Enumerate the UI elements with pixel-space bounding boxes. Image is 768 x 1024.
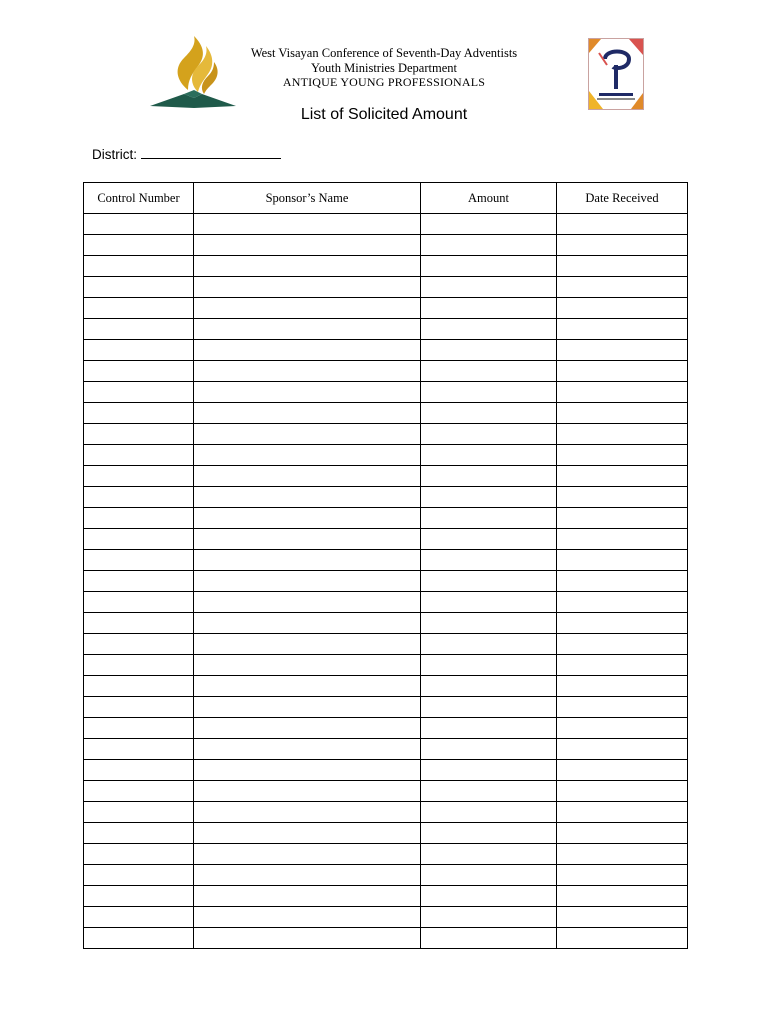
cell-control-number[interactable] xyxy=(84,487,194,508)
table-row xyxy=(84,865,688,886)
cell-date-received[interactable] xyxy=(557,844,688,865)
cell-sponsor-name[interactable] xyxy=(194,907,421,928)
table-row xyxy=(84,277,688,298)
table-row xyxy=(84,781,688,802)
table-row xyxy=(84,844,688,865)
cell-control-number[interactable] xyxy=(84,424,194,445)
cell-sponsor-name[interactable] xyxy=(194,298,421,319)
cell-date-received[interactable] xyxy=(557,424,688,445)
cell-sponsor-name[interactable] xyxy=(194,802,421,823)
cell-control-number[interactable] xyxy=(84,802,194,823)
table-row xyxy=(84,256,688,277)
table-row xyxy=(84,802,688,823)
cell-amount[interactable] xyxy=(421,655,557,676)
cell-date-received[interactable] xyxy=(557,676,688,697)
cell-date-received[interactable] xyxy=(557,361,688,382)
cell-control-number[interactable] xyxy=(84,781,194,802)
cell-sponsor-name[interactable] xyxy=(194,781,421,802)
cell-amount[interactable] xyxy=(421,634,557,655)
cell-control-number[interactable] xyxy=(84,760,194,781)
cell-date-received[interactable] xyxy=(557,277,688,298)
cell-amount[interactable] xyxy=(421,277,557,298)
header-line-organization: ANTIQUE YOUNG PROFESSIONALS xyxy=(282,75,486,89)
cell-sponsor-name[interactable] xyxy=(194,403,421,424)
ayp-logo-icon xyxy=(588,38,644,110)
table-row xyxy=(84,445,688,466)
cell-control-number[interactable] xyxy=(84,466,194,487)
cell-sponsor-name[interactable] xyxy=(194,235,421,256)
cell-control-number[interactable] xyxy=(84,823,194,844)
table-row xyxy=(84,361,688,382)
cell-sponsor-name[interactable] xyxy=(194,865,421,886)
cell-control-number[interactable] xyxy=(84,529,194,550)
table-row xyxy=(84,487,688,508)
cell-sponsor-name[interactable] xyxy=(194,697,421,718)
cell-amount[interactable] xyxy=(421,865,557,886)
table-row xyxy=(84,886,688,907)
table-row xyxy=(84,466,688,487)
cell-date-received[interactable] xyxy=(557,508,688,529)
cell-date-received[interactable] xyxy=(557,634,688,655)
solicited-amount-table xyxy=(83,182,688,949)
table-row xyxy=(84,928,688,949)
district-label: District: xyxy=(92,147,137,162)
cell-control-number[interactable] xyxy=(84,907,194,928)
page-title: List of Solicited Amount xyxy=(300,106,468,123)
table-row xyxy=(84,592,688,613)
cell-control-number[interactable] xyxy=(84,235,194,256)
cell-sponsor-name[interactable] xyxy=(194,319,421,340)
cell-amount[interactable] xyxy=(421,550,557,571)
table-row xyxy=(84,634,688,655)
cell-sponsor-name[interactable] xyxy=(194,508,421,529)
cell-control-number[interactable] xyxy=(84,739,194,760)
cell-amount[interactable] xyxy=(421,298,557,319)
table-header-row xyxy=(84,183,688,214)
cell-amount[interactable] xyxy=(421,508,557,529)
cell-control-number[interactable] xyxy=(84,718,194,739)
cell-sponsor-name[interactable] xyxy=(194,613,421,634)
cell-amount[interactable] xyxy=(421,613,557,634)
cell-date-received[interactable] xyxy=(557,781,688,802)
district-blank-line[interactable] xyxy=(141,146,281,159)
cell-date-received[interactable] xyxy=(557,739,688,760)
cell-sponsor-name[interactable] xyxy=(194,844,421,865)
cell-date-received[interactable] xyxy=(557,235,688,256)
cell-amount[interactable] xyxy=(421,844,557,865)
table-row xyxy=(84,403,688,424)
cell-amount[interactable] xyxy=(421,823,557,844)
cell-date-received[interactable] xyxy=(557,865,688,886)
cell-sponsor-name[interactable] xyxy=(194,424,421,445)
cell-sponsor-name[interactable] xyxy=(194,676,421,697)
cell-amount[interactable] xyxy=(421,676,557,697)
cell-amount[interactable] xyxy=(421,802,557,823)
cell-date-received[interactable] xyxy=(557,340,688,361)
table-row xyxy=(84,697,688,718)
cell-sponsor-name[interactable] xyxy=(194,340,421,361)
cell-amount[interactable] xyxy=(421,403,557,424)
cell-amount[interactable] xyxy=(421,466,557,487)
cell-date-received[interactable] xyxy=(557,718,688,739)
table-row xyxy=(84,340,688,361)
cell-sponsor-name[interactable] xyxy=(194,739,421,760)
cell-control-number[interactable] xyxy=(84,403,194,424)
cell-amount[interactable] xyxy=(421,592,557,613)
table-row xyxy=(84,298,688,319)
cell-amount[interactable] xyxy=(421,319,557,340)
table-row xyxy=(84,823,688,844)
cell-date-received[interactable] xyxy=(557,403,688,424)
cell-control-number[interactable] xyxy=(84,613,194,634)
cell-sponsor-name[interactable] xyxy=(194,466,421,487)
cell-control-number[interactable] xyxy=(84,508,194,529)
cell-date-received[interactable] xyxy=(557,592,688,613)
table-row xyxy=(84,235,688,256)
cell-control-number[interactable] xyxy=(84,445,194,466)
cell-date-received[interactable] xyxy=(557,697,688,718)
cell-control-number[interactable] xyxy=(84,256,194,277)
cell-control-number[interactable] xyxy=(84,298,194,319)
cell-amount[interactable] xyxy=(421,907,557,928)
table-row xyxy=(84,550,688,571)
cell-date-received[interactable] xyxy=(557,298,688,319)
table-row xyxy=(84,424,688,445)
cell-amount[interactable] xyxy=(421,886,557,907)
table-row xyxy=(84,382,688,403)
cell-date-received[interactable] xyxy=(557,550,688,571)
table-row xyxy=(84,571,688,592)
sda-logo-icon xyxy=(148,34,238,110)
table-row xyxy=(84,676,688,697)
cell-sponsor-name[interactable] xyxy=(194,529,421,550)
cell-amount[interactable] xyxy=(421,928,557,949)
cell-amount[interactable] xyxy=(421,529,557,550)
table-row xyxy=(84,907,688,928)
cell-date-received[interactable] xyxy=(557,655,688,676)
column-header-sponsor-name: Sponsor’s Name xyxy=(194,183,421,214)
cell-date-received[interactable] xyxy=(557,382,688,403)
cell-date-received[interactable] xyxy=(557,907,688,928)
header-line-department: Youth Ministries Department xyxy=(311,60,457,75)
cell-date-received[interactable] xyxy=(557,823,688,844)
cell-control-number[interactable] xyxy=(84,844,194,865)
cell-amount[interactable] xyxy=(421,382,557,403)
cell-control-number[interactable] xyxy=(84,277,194,298)
table-body xyxy=(84,214,688,949)
cell-date-received[interactable] xyxy=(557,886,688,907)
cell-control-number[interactable] xyxy=(84,214,194,235)
cell-sponsor-name[interactable] xyxy=(194,487,421,508)
cell-date-received[interactable] xyxy=(557,802,688,823)
cell-control-number[interactable] xyxy=(84,340,194,361)
cell-sponsor-name[interactable] xyxy=(194,382,421,403)
cell-sponsor-name[interactable] xyxy=(194,655,421,676)
column-header-date-received: Date Received xyxy=(557,183,688,214)
cell-date-received[interactable] xyxy=(557,760,688,781)
cell-sponsor-name[interactable] xyxy=(194,445,421,466)
cell-sponsor-name[interactable] xyxy=(194,886,421,907)
cell-amount[interactable] xyxy=(421,256,557,277)
district-field[interactable] xyxy=(92,146,281,162)
cell-sponsor-name[interactable] xyxy=(194,928,421,949)
cell-amount[interactable] xyxy=(421,340,557,361)
cell-sponsor-name[interactable] xyxy=(194,823,421,844)
table-row xyxy=(84,319,688,340)
cell-control-number[interactable] xyxy=(84,886,194,907)
cell-date-received[interactable] xyxy=(557,928,688,949)
cell-sponsor-name[interactable] xyxy=(194,634,421,655)
cell-date-received[interactable] xyxy=(557,529,688,550)
table-row xyxy=(84,613,688,634)
cell-control-number[interactable] xyxy=(84,634,194,655)
cell-control-number[interactable] xyxy=(84,676,194,697)
cell-amount[interactable] xyxy=(421,424,557,445)
cell-sponsor-name[interactable] xyxy=(194,256,421,277)
cell-date-received[interactable] xyxy=(557,613,688,634)
cell-sponsor-name[interactable] xyxy=(194,718,421,739)
cell-amount[interactable] xyxy=(421,697,557,718)
cell-control-number[interactable] xyxy=(84,697,194,718)
cell-control-number[interactable] xyxy=(84,928,194,949)
cell-date-received[interactable] xyxy=(557,571,688,592)
cell-date-received[interactable] xyxy=(557,214,688,235)
cell-sponsor-name[interactable] xyxy=(194,361,421,382)
cell-date-received[interactable] xyxy=(557,319,688,340)
cell-control-number[interactable] xyxy=(84,382,194,403)
table-row xyxy=(84,529,688,550)
table-row xyxy=(84,655,688,676)
cell-date-received[interactable] xyxy=(557,445,688,466)
cell-control-number[interactable] xyxy=(84,655,194,676)
cell-control-number[interactable] xyxy=(84,361,194,382)
cell-date-received[interactable] xyxy=(557,487,688,508)
cell-amount[interactable] xyxy=(421,760,557,781)
cell-control-number[interactable] xyxy=(84,571,194,592)
cell-amount[interactable] xyxy=(421,235,557,256)
cell-sponsor-name[interactable] xyxy=(194,592,421,613)
cell-amount[interactable] xyxy=(421,214,557,235)
column-header-control-number: Control Number xyxy=(84,183,194,214)
table-row xyxy=(84,214,688,235)
cell-control-number[interactable] xyxy=(84,592,194,613)
table-row xyxy=(84,718,688,739)
cell-amount[interactable] xyxy=(421,781,557,802)
header-block xyxy=(230,46,538,90)
cell-sponsor-name[interactable] xyxy=(194,277,421,298)
table-row xyxy=(84,760,688,781)
table-row xyxy=(84,739,688,760)
cell-date-received[interactable] xyxy=(557,256,688,277)
cell-amount[interactable] xyxy=(421,571,557,592)
cell-sponsor-name[interactable] xyxy=(194,550,421,571)
table-row xyxy=(84,508,688,529)
cell-control-number[interactable] xyxy=(84,550,194,571)
cell-control-number[interactable] xyxy=(84,319,194,340)
cell-amount[interactable] xyxy=(421,445,557,466)
cell-amount[interactable] xyxy=(421,487,557,508)
cell-amount[interactable] xyxy=(421,361,557,382)
cell-control-number[interactable] xyxy=(84,865,194,886)
cell-amount[interactable] xyxy=(421,739,557,760)
header-line-conference: West Visayan Conference of Seventh-Day Adventists xyxy=(250,46,518,60)
cell-amount[interactable] xyxy=(421,718,557,739)
column-header-amount: Amount xyxy=(421,183,557,214)
cell-sponsor-name[interactable] xyxy=(194,571,421,592)
cell-date-received[interactable] xyxy=(557,466,688,487)
cell-sponsor-name[interactable] xyxy=(194,214,421,235)
cell-sponsor-name[interactable] xyxy=(194,760,421,781)
